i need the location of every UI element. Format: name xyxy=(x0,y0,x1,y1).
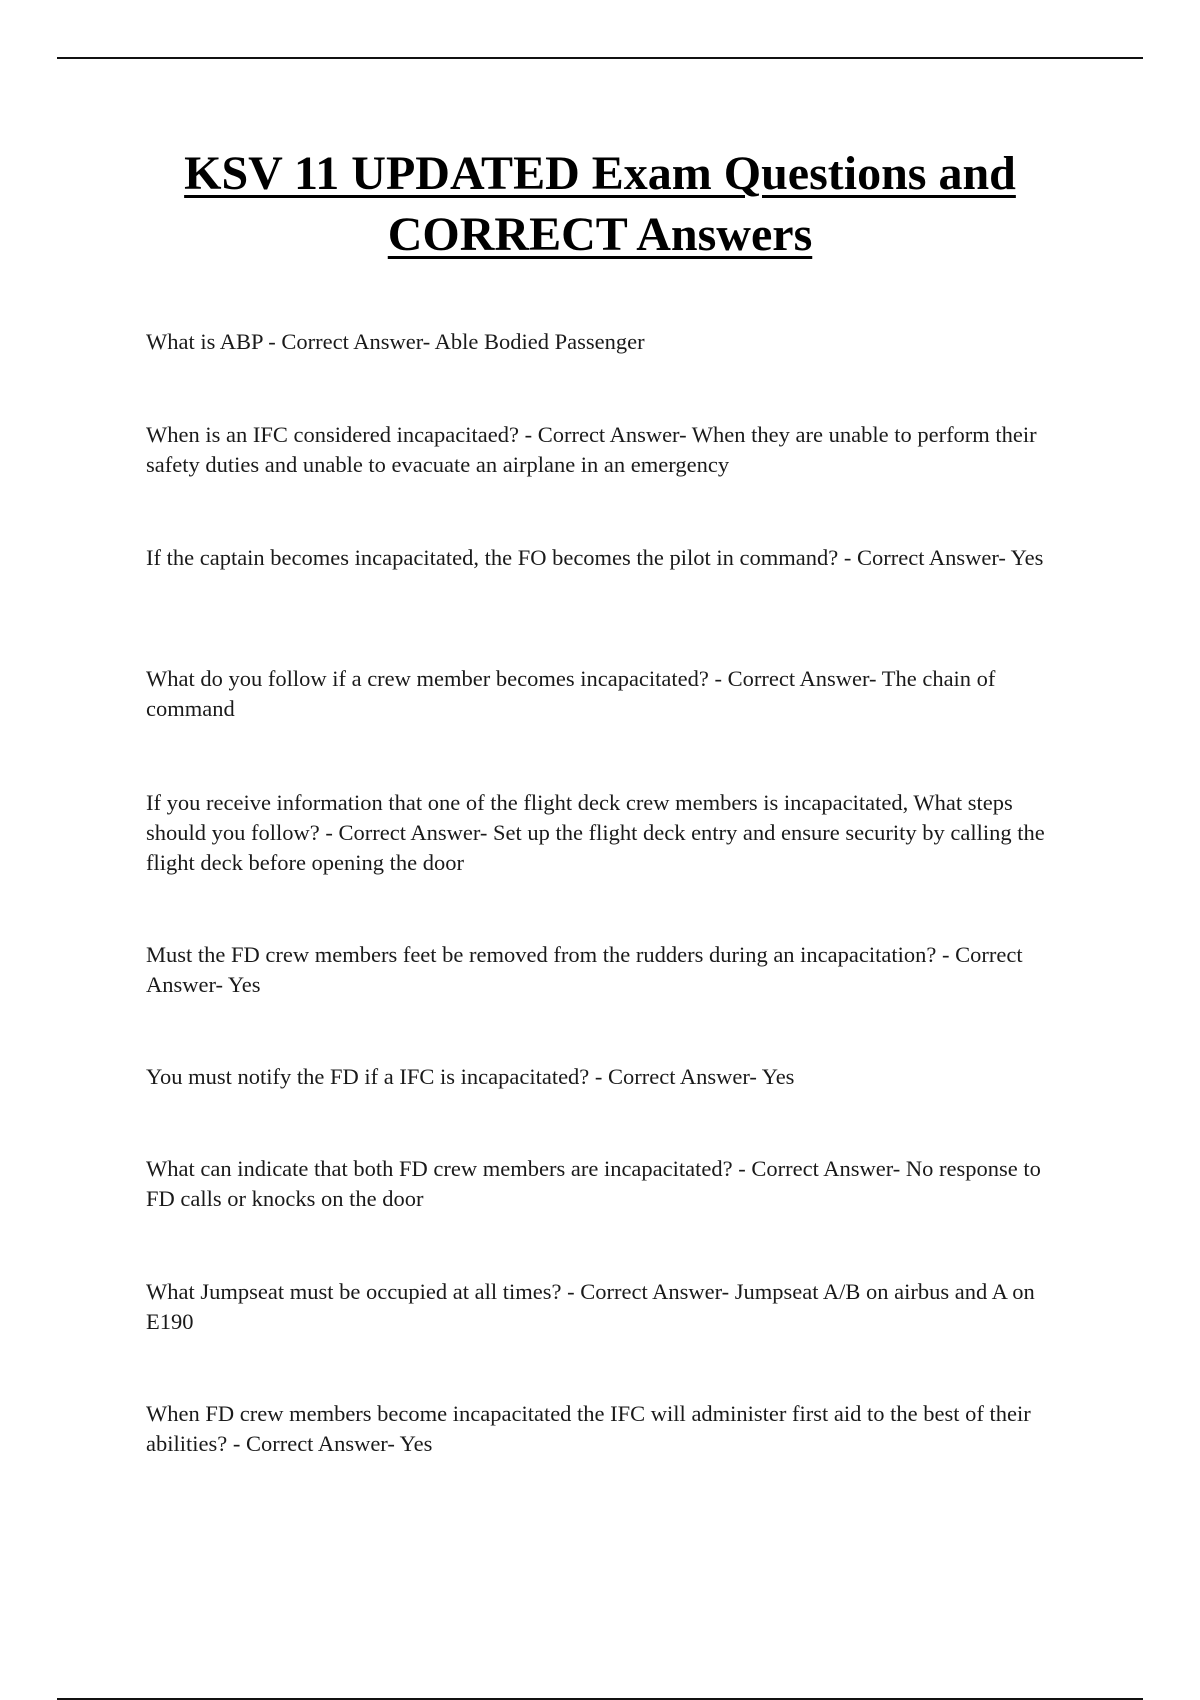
qa-item-1: What is ABP - Correct Answer- Able Bodied Passenger xyxy=(146,329,645,354)
qa-item-4: What do you follow if a crew member becomes incapacitated? - Correct Answer- The chain of command xyxy=(146,666,996,721)
qa-item-8: What can indicate that both FD crew members are incapacitated? - Correct Answer- No response to FD calls or knocks on the door xyxy=(146,1156,1041,1211)
qa-item-5: If you receive information that one of the flight deck crew members is incapacitated, What steps should you follow? - Correct Answer- Set up the flight deck entry and ensure security by calling the flight deck before opening the door xyxy=(146,790,1045,875)
top-horizontal-rule xyxy=(57,57,1143,59)
qa-item-10: When FD crew members become incapacitated the IFC will administer first aid to the best of their abilities? - Correct Answer- Yes xyxy=(146,1401,1031,1456)
qa-item-3: If the captain becomes incapacitated, the FO becomes the pilot in command? - Correct Answer- Yes xyxy=(146,545,1044,570)
qa-item-2: When is an IFC considered incapacitaed? - Correct Answer- When they are unable to perform their safety duties and unable to evacuate an airplane in an emergency xyxy=(146,422,1037,477)
title-line-2: CORRECT Answers xyxy=(387,208,813,261)
document-title xyxy=(140,143,1060,265)
qa-item-6: Must the FD crew members feet be removed from the rudders during an incapacitation? - Correct Answer- Yes xyxy=(146,942,1023,997)
qa-item-9: What Jumpseat must be occupied at all times? - Correct Answer- Jumpseat A/B on airbus and A on E190 xyxy=(146,1279,1035,1334)
qa-item-7: You must notify the FD if a IFC is incapacitated? - Correct Answer- Yes xyxy=(146,1064,795,1089)
title-line-1: KSV 11 UPDATED Exam Questions and xyxy=(184,147,1016,200)
